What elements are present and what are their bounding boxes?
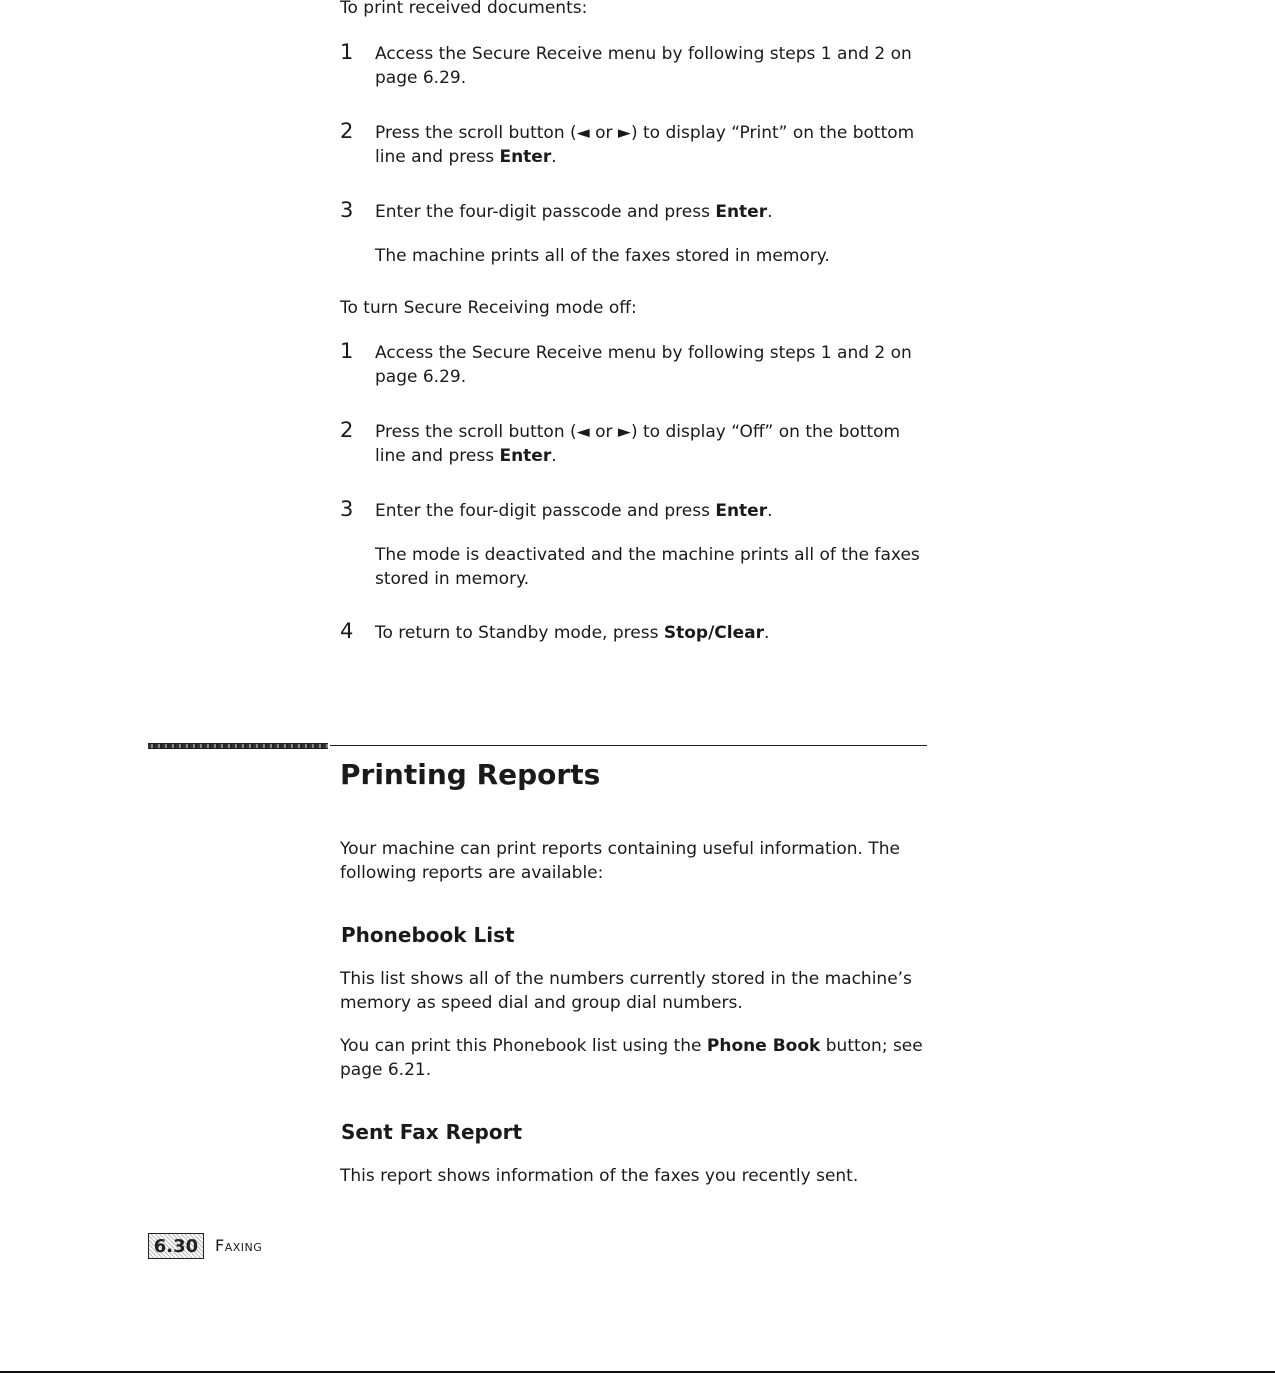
stop-clear-key-label: Stop/Clear xyxy=(663,623,764,643)
step-number: 4 xyxy=(340,619,354,643)
step-text: Press the scroll button (◄ or ►) to display “Off” on the bottom line and press Enter. xyxy=(375,422,901,466)
section-rule xyxy=(330,745,927,746)
step-text: Enter the four-digit passcode and press Enter. xyxy=(375,501,773,521)
step-text: Access the Secure Receive menu by following steps 1 and 2 on page 6.29. xyxy=(375,44,912,88)
step-number: 2 xyxy=(340,418,354,442)
enter-key-label: Enter xyxy=(715,202,768,222)
enter-key-label: Enter xyxy=(715,501,768,521)
enter-key-label: Enter xyxy=(499,446,552,466)
enter-key-label: Enter xyxy=(499,147,552,167)
section-rule-accent xyxy=(148,743,328,749)
step-number: 1 xyxy=(340,40,354,64)
phonebook-print-info: You can print this Phonebook list using the Phone Book button; see page 6.21. xyxy=(340,1036,923,1080)
step-number: 3 xyxy=(340,497,354,521)
phonebook-heading: Phonebook List xyxy=(341,923,515,947)
print-intro: To print received documents: xyxy=(340,0,588,18)
step-text: Access the Secure Receive menu by following steps 1 and 2 on page 6.29. xyxy=(375,343,912,387)
step-text: Enter the four-digit passcode and press Enter. xyxy=(375,202,773,222)
step-number: 3 xyxy=(340,198,354,222)
reports-intro: Your machine can print reports containing useful information. The following reports are available: xyxy=(340,839,900,883)
step-text: To return to Standby mode, press Stop/Clear. xyxy=(375,623,770,643)
sent-fax-heading: Sent Fax Report xyxy=(341,1120,523,1144)
step-number: 2 xyxy=(340,119,354,143)
step-number: 1 xyxy=(340,339,354,363)
off-step-3-note: The mode is deactivated and the machine prints all of the faxes stored in memory. xyxy=(375,545,920,589)
sent-fax-description: This report shows information of the faxes you recently sent. xyxy=(340,1166,859,1186)
page-bottom-edge xyxy=(0,1371,1275,1373)
print-step-3-note: The machine prints all of the faxes stored in memory. xyxy=(375,246,830,266)
chapter-label: Faxing xyxy=(215,1236,263,1255)
off-intro: To turn Secure Receiving mode off: xyxy=(340,298,637,318)
phonebook-description: This list shows all of the numbers currently stored in the machine’s memory as speed dial and group dial numbers. xyxy=(340,969,912,1013)
step-text: Press the scroll button (◄ or ►) to display “Print” on the bottom line and press Enter. xyxy=(375,123,915,167)
phone-book-key-label: Phone Book xyxy=(706,1036,821,1056)
page-number-badge: 6.30 xyxy=(148,1233,204,1259)
section-heading: Printing Reports xyxy=(340,758,601,791)
